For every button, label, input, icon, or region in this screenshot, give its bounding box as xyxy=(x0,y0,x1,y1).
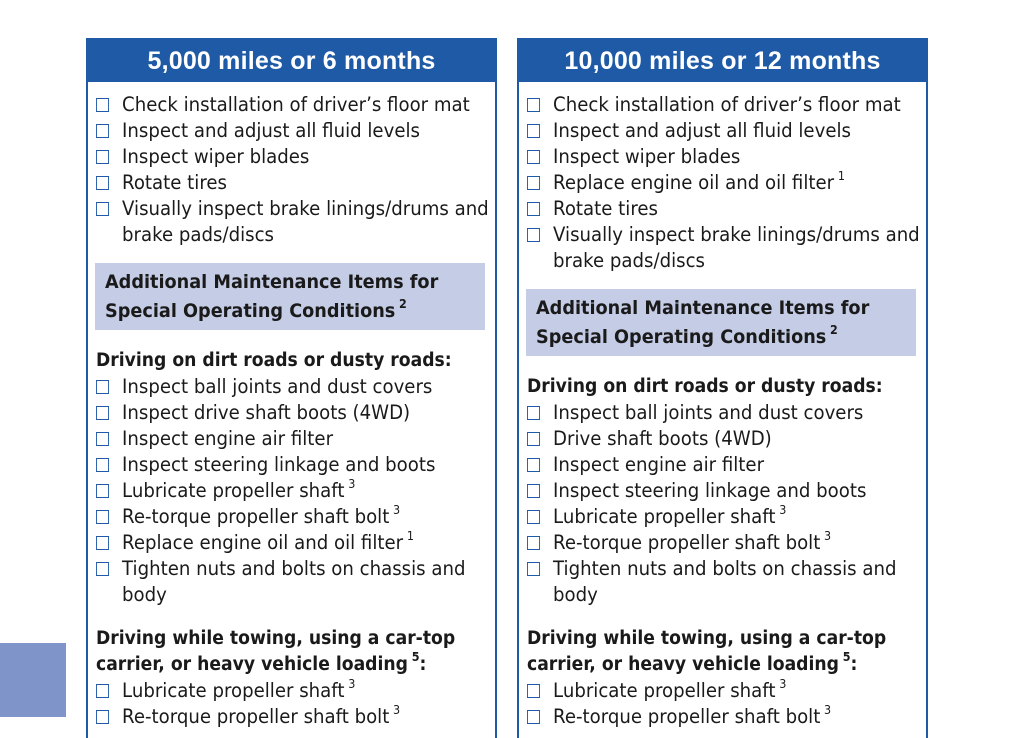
checklist-item-text: Lubricate propeller shaft xyxy=(553,505,776,528)
checklist-item-text: Re-torque propeller shaft bolt xyxy=(553,705,821,728)
checkbox-icon[interactable] xyxy=(96,710,109,724)
checklist-item-text: Replace engine oil and oil filter xyxy=(122,531,404,554)
checklist-item-text: Check installation of driver’s floor mat xyxy=(553,93,901,116)
checklist-item xyxy=(96,118,507,144)
checkbox-icon[interactable] xyxy=(527,562,540,576)
special-conditions-panel xyxy=(95,263,485,330)
checkbox-icon[interactable] xyxy=(96,202,109,216)
checklist-item xyxy=(527,170,938,196)
footnote-ref: 3 xyxy=(779,676,787,691)
dusty-roads-heading: Driving on dirt roads or dusty roads: xyxy=(527,376,883,397)
footnote-ref: 3 xyxy=(393,702,401,717)
checklist-item-text: Visually inspect brake linings/drums and brake pads/discs xyxy=(122,197,489,246)
checklist-item-text: Inspect ball joints and dust covers xyxy=(553,401,864,424)
checklist-item-text: Rotate tires xyxy=(122,171,227,194)
checklist-item xyxy=(527,704,938,730)
footnote-ref: 3 xyxy=(779,502,787,517)
checklist-item xyxy=(527,504,938,530)
special-conditions-panel xyxy=(526,289,916,356)
checkbox-icon[interactable] xyxy=(527,176,540,190)
checklist-item xyxy=(527,678,938,704)
checklist-item xyxy=(96,704,507,730)
checklist-main xyxy=(527,92,918,274)
checklist-item xyxy=(527,118,938,144)
checklist-item xyxy=(527,530,938,556)
checklist-item xyxy=(527,478,938,504)
checkbox-icon[interactable] xyxy=(96,562,109,576)
panel-title-line1: Additional Maintenance Items for xyxy=(536,297,870,319)
checkbox-icon[interactable] xyxy=(527,510,540,524)
checklist-item-text: Inspect steering linkage and boots xyxy=(553,479,867,502)
checklist-item xyxy=(96,196,507,248)
checkbox-icon[interactable] xyxy=(527,710,540,724)
checkbox-icon[interactable] xyxy=(96,150,109,164)
checklist-item xyxy=(527,556,938,608)
checklist-item xyxy=(527,92,938,118)
checklist-item xyxy=(527,452,938,478)
checklist-item-text: Drive shaft boots (4WD) xyxy=(553,427,772,450)
footnote-ref: 2 xyxy=(830,322,838,337)
checkbox-icon[interactable] xyxy=(527,536,540,550)
checkbox-icon[interactable] xyxy=(96,380,109,394)
footnote-ref: 1 xyxy=(406,528,414,543)
checklist-item-text: Visually inspect brake linings/drums and brake pads/discs xyxy=(553,223,920,272)
checklist-item-text: Inspect and adjust all fluid levels xyxy=(553,119,851,142)
checklist-item-text: Lubricate propeller shaft xyxy=(122,479,345,502)
maintenance-column-10000 xyxy=(517,38,928,738)
checkbox-icon[interactable] xyxy=(96,124,109,138)
footnote-ref: 3 xyxy=(824,702,832,717)
checklist-item xyxy=(527,222,938,274)
checklist-towing xyxy=(96,678,487,730)
checklist-item xyxy=(96,374,507,400)
checklist-item xyxy=(96,504,507,530)
checklist-item-text: Tighten nuts and bolts on chassis and body xyxy=(553,557,897,606)
checkbox-icon[interactable] xyxy=(527,458,540,472)
checklist-item xyxy=(527,400,938,426)
panel-title-line1: Additional Maintenance Items for xyxy=(105,271,439,293)
checklist-item-text: Tighten nuts and bolts on chassis and body xyxy=(122,557,466,606)
checkbox-icon[interactable] xyxy=(527,124,540,138)
checklist-item-text: Lubricate propeller shaft xyxy=(553,679,776,702)
footnote-ref: 3 xyxy=(348,476,356,491)
checklist-item xyxy=(527,144,938,170)
checklist-item-text: Replace engine oil and oil filter xyxy=(553,171,835,194)
panel-title-line2: Special Operating Conditions $^2$ xyxy=(105,296,407,322)
towing-heading: Driving while towing, using a car-top carrier, or heavy vehicle loading $^5$: xyxy=(527,628,887,675)
checklist-item-text: Lubricate propeller shaft xyxy=(122,679,345,702)
checklist-item xyxy=(96,530,507,556)
checklist-dusty xyxy=(527,400,918,608)
checklist-item-text: Inspect engine air filter xyxy=(122,427,334,450)
checklist-item xyxy=(96,452,507,478)
checkbox-icon[interactable] xyxy=(96,406,109,420)
page-side-tab xyxy=(0,643,66,717)
checkbox-icon[interactable] xyxy=(527,228,540,242)
checklist-item-text: Re-torque propeller shaft bolt xyxy=(122,505,390,528)
footnote-ref: 1 xyxy=(837,168,845,183)
checklist-dusty xyxy=(96,374,487,608)
checklist-item-text: Inspect wiper blades xyxy=(122,145,310,168)
footnote-ref: 2 xyxy=(399,296,407,311)
checklist-item xyxy=(527,196,938,222)
checklist-main xyxy=(96,92,487,248)
checklist-item xyxy=(96,92,507,118)
checkbox-icon[interactable] xyxy=(527,484,540,498)
checklist-item xyxy=(96,478,507,504)
checklist-item xyxy=(96,400,507,426)
column-header: 5,000 miles or 6 months xyxy=(88,40,495,82)
checkbox-icon[interactable] xyxy=(96,510,109,524)
checklist-item xyxy=(96,144,507,170)
maintenance-column-5000 xyxy=(86,38,497,738)
checklist-towing xyxy=(527,678,918,730)
checkbox-icon[interactable] xyxy=(96,432,109,446)
checklist-item-text: Inspect engine air filter xyxy=(553,453,765,476)
checklist-item-text: Re-torque propeller shaft bolt xyxy=(553,531,821,554)
checklist-item-text: Inspect drive shaft boots (4WD) xyxy=(122,401,411,424)
checkbox-icon[interactable] xyxy=(527,432,540,446)
checklist-item xyxy=(96,170,507,196)
checklist-item-text: Check installation of driver’s floor mat xyxy=(122,93,470,116)
checklist-item xyxy=(96,678,507,704)
footnote-ref: 3 xyxy=(824,528,832,543)
towing-heading: Driving while towing, using a car-top carrier, or heavy vehicle loading $^5$: xyxy=(96,628,456,675)
checklist-item xyxy=(527,426,938,452)
checklist-item-text: Rotate tires xyxy=(553,197,658,220)
checkbox-icon[interactable] xyxy=(96,684,109,698)
checkbox-icon[interactable] xyxy=(527,406,540,420)
checklist-item-text: Inspect steering linkage and boots xyxy=(122,453,436,476)
checklist-item-text: Inspect wiper blades xyxy=(553,145,741,168)
checkbox-icon[interactable] xyxy=(96,536,109,550)
footnote-ref: 3 xyxy=(348,676,356,691)
dusty-roads-heading: Driving on dirt roads or dusty roads: xyxy=(96,350,452,371)
footnote-ref: 3 xyxy=(393,502,401,517)
checkbox-icon[interactable] xyxy=(96,484,109,498)
checklist-item xyxy=(96,426,507,452)
checkbox-icon[interactable] xyxy=(96,176,109,190)
panel-title-line2: Special Operating Conditions $^2$ xyxy=(536,322,838,348)
checkbox-icon[interactable] xyxy=(527,150,540,164)
checkbox-icon[interactable] xyxy=(96,458,109,472)
column-header: 10,000 miles or 12 months xyxy=(519,40,926,82)
checklist-item-text: Inspect and adjust all fluid levels xyxy=(122,119,420,142)
checklist-item xyxy=(96,556,507,608)
checklist-item-text: Re-torque propeller shaft bolt xyxy=(122,705,390,728)
checklist-item-text: Inspect ball joints and dust covers xyxy=(122,375,433,398)
checkbox-icon[interactable] xyxy=(527,98,540,112)
checkbox-icon[interactable] xyxy=(96,98,109,112)
checkbox-icon[interactable] xyxy=(527,202,540,216)
checkbox-icon[interactable] xyxy=(527,684,540,698)
